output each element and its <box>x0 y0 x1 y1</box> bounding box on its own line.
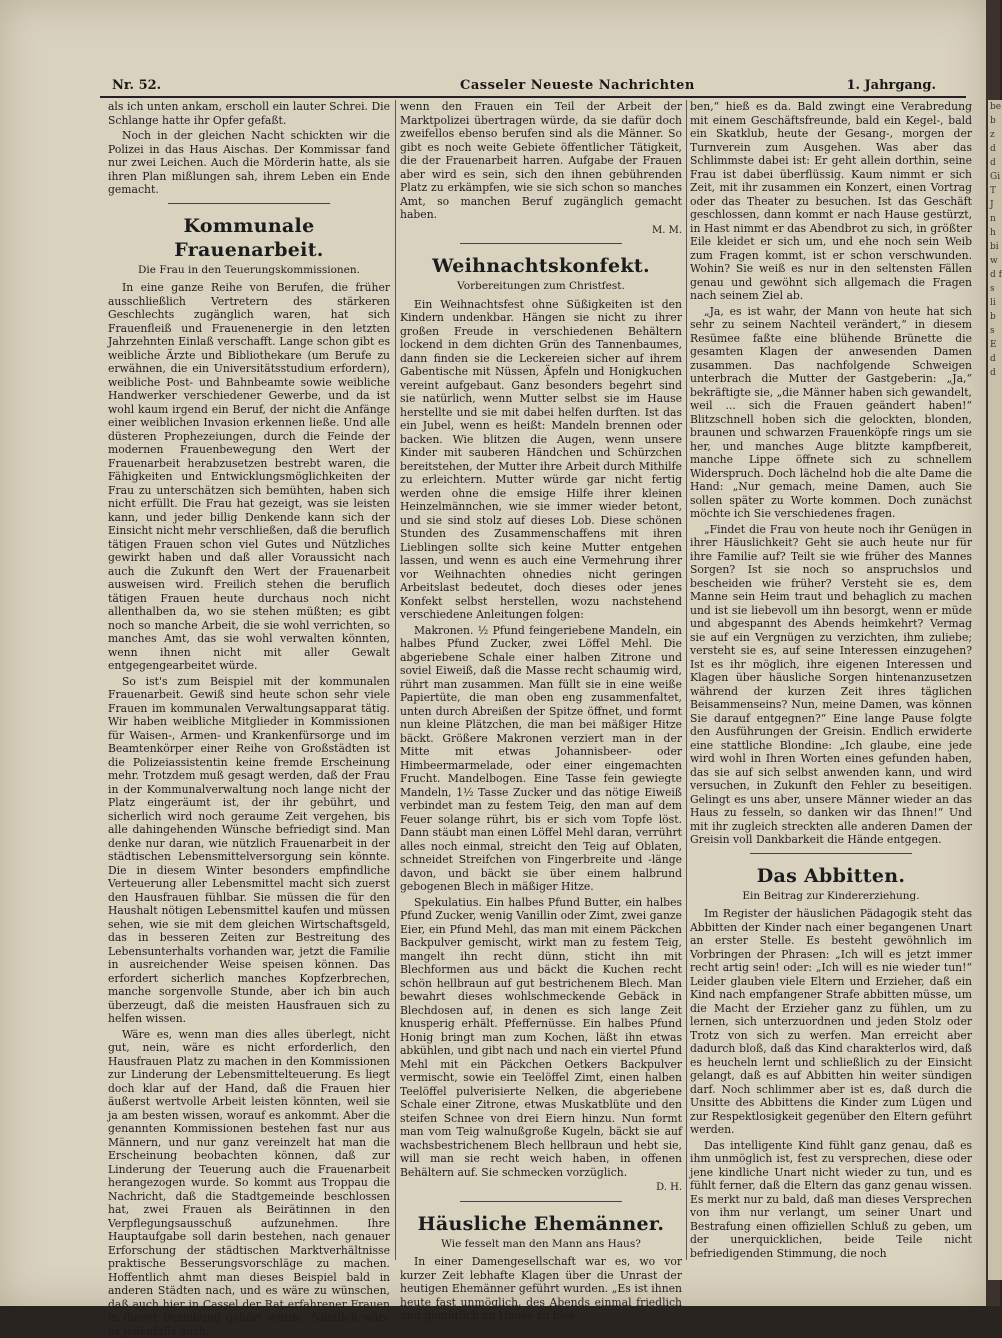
issue-number: Nr. 52. <box>112 78 161 93</box>
article-continuation: Noch in der gleichen Nacht schickten wir die Polizei in das Haus Aischas. Der Kommissar fand nur zwei Leichen. Auch die Mörderin hatte, als sie ihren Plan mißlungen sah, ihrem Leben ein Ende gemacht. <box>108 129 390 197</box>
article-headline: Das Abbitten. <box>690 864 972 888</box>
article-paragraph: Wäre es, wenn man dies alles überlegt, nicht gut, nein, wäre es nicht erforderlich, den Hausfrauen Platz zu machen in den Kommissionen zur Linderung der Lebensmittelteuerung. Es liegt doch klar auf der Hand, daß die Frauen hier äußerst wertvolle Arbeit leisten könnten, weil sie ja am besten wissen, worauf es ankommt. Aber die genannten Kommissionen bestehen fast nur aus Männern, und nur ganz vereinzelt hat man die Erscheinung beobachten können, daß zur Linderung der Teuerung auch die Frauenarbeit herangezogen wurde. So kommt aus Troppau die Nachricht, daß die Stadtgemeinde beschlossen hat, zwei Frauen als Beirätinnen in den Verpflegungsausschuß aufzunehmen. Ihre Hauptaufgabe soll darin bestehen, nach genauer Erforschung der städtischen Marktverhältnisse praktische Besserungsvorschläge zu machen. Hoffentlich ahmt man dieses Beispiel bald in anderen Städten nach, und es wäre zu wünschen, daß auch hier in Cassel der Rat erfahrener Frauen in dieser Beziehung gehört würde. Nützlich wäre es jedenfalls auch. <box>108 1028 390 1338</box>
column-1 <box>108 100 390 1260</box>
article-separator <box>460 1201 622 1202</box>
article-continuation: wenn den Frauen ein Teil der Arbeit der Marktpolizei übertragen würde, da sie dafür doch zweifellos ebenso berufen sind als die Männer. So gibt es noch weite Gebiete öffentlicher Tätigkeit, die der Frauenarbeit harren. Aufgabe der Frauen aber wird es sein, sich den ihnen gebührenden Platz zu erkämpfen, wie sie sich schon so manches Amt, so manchen Beruf zugänglich gemacht haben. <box>400 100 682 222</box>
masthead <box>100 76 956 96</box>
column-2 <box>400 100 682 1260</box>
article-paragraph: Das intelligente Kind fühlt ganz genau, daß es ihm unmöglich ist, fest zu versprechen, diese oder jene kindliche Unart nicht wieder zu tun, und es fühlt ferner, daß die Eltern das ganz genau wissen. Es merkt nur zu bald, daß man dieses Versprechen von ihm nur verlangt, um seiner Unart und Bestrafung einen offiziellen Schluß zu geben, um der unerquicklichen, beide Teile nicht befriedigenden Stimmung, die noch <box>690 1139 972 1261</box>
article-paragraph: In eine ganze Reihe von Berufen, die früher ausschließlich Vertretern des stärkeren Geschlechts zugänglich waren, hat sich Frauenfleiß und Frauenenergie in den letzten Jahrzehnten Einlaß verschafft. Lange schon gibt es weibliche Ärzte und Bibliothekare (um Berufe zu erwähnen, die ein Universitätsstudium erfordern), weibliche Post- und Bahnbeamte sowie weibliche Handwerker verschiedener Gewerbe, und da ist wohl kaum irgend ein Beruf, der nicht die Anfänge einer weiblichen Invasion erkennen ließe. Und alle düsteren Prophezeiungen, durch die Feinde der modernen Frauenbewegung den Wert der Frauenarbeit herabzusetzen bestrebt waren, die Fähigkeiten und Entwicklungsmöglichkeiten der Frau zu unterschätzen sich bemühten, haben sich nicht erfüllt. Die Frau hat gezeigt, was sie leisten kann, und jeder billig Denkende kann sich der Einsicht nicht mehr verschließen, daß die beruflich tätigen Frauen schon viel Gutes und Nützliches gewirkt haben und daß aller Voraussicht nach auch die Zukunft den Wert der Frauenarbeit ausweisen wird. Freilich stehen die beruflich tätigen Frauen heute durchaus noch nicht allenthalben da, wo sie stehen müßten; es gibt noch so manche Arbeit, die sie wohl verrichten, so manches Amt, das sie wohl verwalten könnten, wenn ihnen nicht mit aller Gewalt entgegengearbeitet würde. <box>108 281 390 673</box>
article-subheadline: Ein Beitrag zur Kindererziehung. <box>690 890 972 904</box>
article-continuation: ben,“ hieß es da. Bald zwingt eine Verabredung mit einem Geschäftsfreunde, bald ein Kegel-, bald ein Skatklub, heute der Gesang-, morgen der Turnverein zum Ausgehen. Was aber das Schlimmste dabei ist: Er geht allein dorthin, seine Frau ist dabei überflüssig. Kaum nimmt er sich Zeit, mit ihr zusammen ein Konzert, einen Vortrag oder das Theater zu besuchen. Ist das Geschäft geschlossen, dann kommt er nach Hause gestürzt, in Hast nimmt er das Abendbrot zu sich, in größter Eile kleidet er sich um, und ehe noch sein Weib zum Fragen kommt, ist er schon verschwunden. Wohin? Sie weiß es nur in den seltensten Fällen genau und gewöhnt sich allgemach die Fragen nach seinem Ziel ab. <box>690 100 972 303</box>
article-paragraph: „Ja, es ist wahr, der Mann von heute hat sich sehr zu seinem Nachteil verändert,“ in diesem Resümee faßte eine blühende Brünette die gesamten Klagen der anwesenden Damen zusammen. Das nachfolgende Schweigen unterbrach die Mutter der Gastgeberin: „Ja,“ bekräftigte sie, „die Männer haben sich gewandelt, weil ... sich die Frauen geändert haben!“ Blitzschnell hoben sich die gelockten, blonden, braunen und schwarzen Frauenköpfe rings um sie her, und manches Auge blitzte kampfbereit, manche Lippe öffnete sich zu schnellem Widerspruch. Doch lächelnd hob die alte Dame die Hand: „Nur gemach, meine Damen, auch Sie sollen später zu Worte kommen. Doch zunächst möchte ich Sie verschiedenes fragen. <box>690 305 972 521</box>
column-divider <box>395 100 396 1260</box>
adjacent-page-edge: be b z d d Gi T J n h bi w d f s li b s E d d <box>988 100 1002 1280</box>
article-subheadline: Die Frau in den Teuerungskommissionen. <box>108 264 390 278</box>
column-3 <box>690 100 972 1260</box>
article-subheadline: Wie fesselt man den Mann ans Haus? <box>400 1238 682 1252</box>
article-paragraph: Spekulatius. Ein halbes Pfund Butter, ein halbes Pfund Zucker, wenig Vanillin oder Zimt, zwei ganze Eier, ein Pfund Mehl, das man mit einem Päckchen Backpulver gemischt, wirkt man zu festem Teig, mangelt ihn recht dünn, sticht ihn mit Blechformen aus und bäckt die Kuchen recht schön hellbraun auf gut bestrichenem Blech. Man bewahrt dieses wohlschmeckende Gebäck in Blechdosen auf, in denen es sich lange Zeit knusperig erhält. Pfeffernüsse. Ein halbes Pfund Honig bringt man zum Kochen, läßt ihn etwas abkühlen, und gibt nach und nach ein viertel Pfund Mehl mit ein Päckchen Oetkers Backpulver vermischt, sowie ein Teelöffel Zimt, einen halben Teelöffel pulverisierte Nelken, die abgeriebene Schale einer Zitrone, etwas Muskatblüte und den steifen Schnee von drei Eiern hinzu. Nun formt man vom Teig walnußgroße Kugeln, bäckt sie auf wachsbestrichenem Blech hellbraun und hebt sie, will man sie recht weich haben, in offenen Behältern auf. Sie schmecken vorzüglich. <box>400 896 682 1180</box>
article-separator <box>168 203 330 204</box>
volume-year: 1. Jahrgang. <box>846 78 936 93</box>
author-signature: M. M. <box>400 224 682 238</box>
article-paragraph: Ein Weihnachtsfest ohne Süßigkeiten ist den Kindern undenkbar. Hängen sie nicht zu ihrer großen Freude in verschiedenen Behältern lockend in dem dichten Grün des Tannenbaumes, dann finden sie die Leckereien sicher auf ihrem Gabentische mit Nüssen, Äpfeln und Honigkuchen vereint aufgebaut. Ganz besonders begehrt sind sie natürlich, wenn Mutter selbst sie im Hause herstellte und sie mit dabei helfen durften. Ist das ein Jubel, wenn es heißt: Mandeln brennen oder backen. Wie blitzen die Augen, wenn unsere Kinder mit sauberen Händchen und Schürzchen bereitstehen, der Mutter ihre Arbeit durch Mithilfe zu erleichtern. Mutter würde gar nicht fertig werden ohne die emsige Hilfe ihrer kleinen Heinzelmännchen, wie sie immer wieder betont, und sie sind stolz auf dieses Lob. Diese schönen Stunden des Zusammenschaffens mit ihren Lieblingen sollte sich keine Mutter entgehen lassen, und wenn es auch eine Vermehrung ihrer vor Weihnachten ohnedies nicht geringen Arbeitslast bedeutet, doch dieses oder jenes Konfekt selbst herstellen, wozu nachstehend verschiedene Anleitungen folgen: <box>400 298 682 622</box>
article-headline: Weihnachtskonfekt. <box>400 254 682 278</box>
article-paragraph: Makronen. ½ Pfund feingeriebene Mandeln, ein halbes Pfund Zucker, zwei Löffel Mehl. Die abgeriebene Schale einer halben Zitrone und soviel Eiweiß, daß die Masse recht schaumig wird, rührt man zusammen. Man füllt sie in eine weiße Papiertüte, die man oben eng zusammenfaltet, unten durch Abreißen der Spitze öffnet, und formt nun kleine Plätzchen, die man bei mäßiger Hitze bäckt. Größere Makronen verziert man in der Mitte mit etwas Johannisbeer- oder Himbeermarmelade, oder einer eingemachten Frucht. Mandelbogen. Eine Tasse fein gewiegte Mandeln, 1½ Tasse Zucker und das nötige Eiweiß verbindet man zu festem Teig, den man auf dem Feuer solange rührt, bis er sich vom Topfe löst. Dann stäubt man einen Löffel Mehl daran, verrührt alles noch einmal, streicht den Teig auf Oblaten, schneidet Streifchen von Fingerbreite und -länge davon, und bäckt sie über einem halbrund gebogenen Blech in mäßiger Hitze. <box>400 624 682 894</box>
article-separator <box>460 243 622 244</box>
article-paragraph: So ist's zum Beispiel mit der kommunalen Frauenarbeit. Gewiß sind heute schon sehr viele Frauen im kommunalen Verwaltungsapparat tätig. Wir haben weibliche Mitglieder in Kommissionen für Waisen-, Armen- und Krankenfürsorge und im Beamtenkörper einer Reihe von Großstädten ist die Polizeiassistentin keine fremde Erscheinung mehr. Trotzdem muß gesagt werden, daß der Frau in der Kommunalverwaltung noch lange nicht der Platz eingeräumt ist, der ihr gebührt, und sicherlich wird noch geraume Zeit vergehen, bis alle dahingehenden Wünsche befriedigt sind. Man denke nur daran, wie nützlich Frauenarbeit in der städtischen Lebensmittelversorgung sein könnte. Die in diesem Winter besonders empfindliche Verteuerung aller Lebensmittel macht sich zuerst den Hausfrauen fühlbar. Sie müssen die für den Haushalt nötigen Lebensmittel kaufen und müssen sehen, wie sie mit dem gleichen Wirtschaftsgeld, das in besseren Zeiten zur Bestreitung des Lebensunterhalts vorhanden war, jetzt die Familie in ausreichender Weise speisen können. Das erfordert sicherlich manches Kopfzerbrechen, manche sorgenvolle Stunde, aber ich bin auch überzeugt, daß die meisten Hausfrauen sich zu helfen wissen. <box>108 675 390 1026</box>
article-paragraph: In einer Damengesellschaft war es, wo vor kurzer Zeit lebhafte Klagen über die Unrast der heutigen Ehemänner geführt wurden. „Es ist ihnen heute fast unmöglich, des Abends einmal friedlich und gemütlich zu Hause zu blei- <box>400 1255 682 1323</box>
column-divider <box>686 100 687 1260</box>
author-signature: D. H. <box>400 1181 682 1195</box>
article-continuation: als ich unten ankam, erscholl ein lauter Schrei. Die Schlange hatte ihr Opfer gefaßt. <box>108 100 390 127</box>
masthead-rule <box>100 96 966 98</box>
article-headline: Häusliche Ehemänner. <box>400 1212 682 1236</box>
article-paragraph: „Findet die Frau von heute noch ihr Genügen in ihrer Häuslichkeit? Geht sie auch heute nur für ihre Familie auf? Teilt sie wie früher des Mannes Sorgen? Ist sie noch so anspruchslos und bescheiden wie früher? Versteht sie es, dem Manne sein Heim traut und behaglich zu machen und ist sie liebevoll um ihn besorgt, wenn er müde und abgespannt des Abends heimkehrt? Vermag sie auf ein Vergnügen zu verzichten, ihm zuliebe; versteht sie es, auf seine Interessen einzugehen? Ist es ihr möglich, ihre eigenen Interessen und Klagen über häusliche Sorgen hintenanzusetzen während der kurzen Zeit ihres täglichen Beisammenseins? Nun, meine Damen, was können Sie darauf entgegnen?“ Eine lange Pause folgte den Ausführungen der Greisin. Endlich erwiderte eine stattliche Blondine: „Ich glaube, eine jede wird wohl in Ihren Worten eines gefunden haben, das sie auf sich selbst anwenden kann, und wird versuchen, in Zukunft den Fehler zu beseitigen. Gelingt es uns aber, unsere Männer wieder an das Haus zu fesseln, so danken wir das Ihnen!“ Und mit ihr zugleich streckten alle anderen Damen der Greisin voll Dankbarkeit die Hände entgegen. <box>690 523 972 847</box>
article-headline: Kommunale Frauenarbeit. <box>108 214 390 262</box>
article-paragraph: Im Register der häuslichen Pädagogik steht das Abbitten der Kinder nach einer begangenen Unart an erster Stelle. Es besteht gewöhnlich im Vorbringen der Phrasen: „Ich will es jetzt immer recht artig sein! oder: „Ich will es nie wieder tun!“ Leider glauben viele Eltern und Erzieher, daß ein Kind nach empfangener Strafe abbitten müsse, um die Macht der Erzieher ganz zu fühlen, um zu lernen, sich unterzuordnen und jeden Stolz oder Trotz von sich zu werfen. Man erreicht aber dadurch bloß, daß das Kind charakterlos wird, daß es heucheln lernt und schließlich zu der Einsicht gelangt, daß es auf Abbitten hin weiter sündigen darf. Noch schlimmer aber ist es, daß durch die Unsitte des Abbittens die Kinder zum Lügen und zur Respektlosigkeit gegenüber den Eltern geführt werden. <box>690 907 972 1137</box>
newspaper-title: Casseler Neueste Nachrichten <box>460 78 695 93</box>
article-subheadline: Vorbereitungen zum Christfest. <box>400 280 682 294</box>
article-separator <box>750 853 912 854</box>
